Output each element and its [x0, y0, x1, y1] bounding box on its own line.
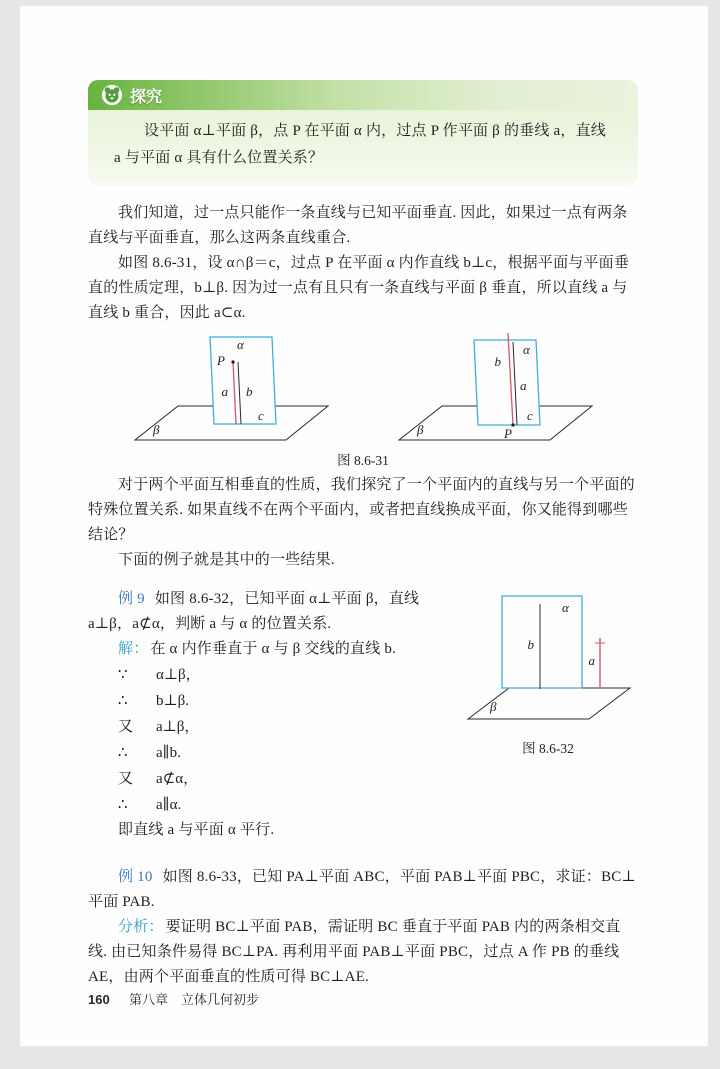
figure-8-6-32-block	[458, 589, 638, 757]
explore-tab-label: 探究	[130, 88, 163, 106]
proof-marker: 又	[118, 719, 134, 735]
page-number: 160	[88, 992, 110, 1007]
label-P: P	[504, 426, 512, 441]
proof-marker: 又	[118, 771, 134, 787]
explore-question: 设平面 α⊥平面 β，点 P 在平面 α 内，过点 P 作平面 β 的垂线 a，直线 a 与平面 α 具有什么位置关系？	[114, 123, 606, 166]
figure-8-6-31-right	[389, 332, 601, 446]
proof-formula: α⊥β，	[156, 667, 201, 683]
paragraph-4: 下面的例子就是其中的一些结果.	[118, 552, 335, 568]
figure-8-6-31-left	[125, 332, 337, 446]
explore-body	[88, 110, 638, 185]
label-c: c	[258, 408, 264, 423]
solution-intro: 在 α 内作垂直于 α 与 β 交线的直线 b.	[150, 641, 397, 657]
proof-formula: a∥α.	[156, 797, 182, 813]
label-b: b	[246, 384, 253, 399]
example-10-analysis	[88, 915, 638, 990]
solution-label: 解：	[118, 641, 149, 657]
example-10-statement	[88, 865, 638, 915]
label-b: b	[494, 354, 501, 369]
panda-icon	[101, 84, 123, 106]
figure-8-6-31-caption: 图 8.6-31	[337, 453, 389, 468]
example-10-text: 如图 8.6-33，已知 PA⊥平面 ABC，平面 PAB⊥平面 PBC，求证：BC⊥平面 PAB.	[88, 869, 636, 910]
page-footer	[88, 989, 259, 1008]
figure-8-6-32-caption: 图 8.6-32	[522, 741, 574, 756]
analysis-text: 要证明 BC⊥平面 PAB，需证明 BC 垂直于平面 PAB 内的两条相交直线. 由已知条件易得 BC⊥PA. 再利用平面 PAB⊥平面 PBC，过点 A 作 PB 的垂线 AE，由两个平面垂直的性质可得 BC⊥AE.	[88, 919, 621, 985]
figure-8-6-31	[88, 332, 638, 469]
proof-step	[88, 792, 638, 818]
label-alpha: α	[562, 600, 569, 615]
example-9-text: 如图 8.6-32，已知平面 α⊥平面 β，直线 a⊥β，a⊄α，判断 a 与 α 的位置关系.	[88, 591, 420, 632]
proof-formula: a⊄α，	[156, 771, 199, 787]
label-b: b	[527, 637, 534, 652]
label-beta: β	[153, 422, 160, 437]
label-alpha: α	[523, 342, 530, 357]
explore-header	[88, 80, 638, 110]
label-a: a	[221, 384, 228, 399]
proof-marker: ∴	[118, 797, 128, 813]
proof-marker: ∴	[118, 693, 128, 709]
label-beta: β	[417, 422, 424, 437]
proof-formula: a⊥β，	[156, 719, 200, 735]
label-a: a	[588, 653, 595, 668]
label-alpha: α	[237, 337, 244, 352]
paragraph-3: 对于两个平面互相垂直的性质，我们探究了一个平面内的直线与另一个平面的特殊位置关系. 如果直线不在两个平面内，或者把直线换成平面，你又能得到哪些结论？	[88, 477, 635, 543]
label-a: a	[520, 378, 527, 393]
textbook-page	[20, 6, 708, 1046]
example-10-label: 例 10	[118, 869, 153, 885]
page-content	[20, 80, 708, 990]
paragraph-2: 如图 8.6-31，设 α∩β＝c，过点 P 在平面 α 内作直线 b⊥c，根据平面与平面垂直的性质定理，b⊥β. 因为过一点有且只有一条直线与平面 β 垂直，所以直线 a 与直线 b 重合，因此 a⊂α.	[88, 255, 630, 321]
label-c: c	[527, 408, 533, 423]
label-beta: β	[490, 699, 497, 714]
example-9-conclusion: 即直线 a 与平面 α 平行.	[118, 822, 275, 838]
proof-marker: ∵	[118, 667, 128, 683]
analysis-label: 分析：	[118, 919, 164, 935]
proof-formula: a∥b.	[156, 745, 181, 761]
example-9	[88, 587, 638, 843]
proof-marker: ∴	[118, 745, 128, 761]
proof-step	[88, 766, 638, 792]
paragraph-1: 我们知道，过一点只能作一条直线与已知平面垂直. 因此，如果过一点有两条直线与平面垂直，那么这两条直线重合.	[88, 205, 628, 246]
example-10	[88, 865, 638, 990]
figure-8-6-32	[460, 589, 636, 729]
figure-8-6-31-row	[88, 332, 638, 446]
chapter-title: 第八章 立体几何初步	[128, 992, 259, 1007]
proof-formula: b⊥β.	[156, 693, 189, 709]
label-P: P	[217, 353, 225, 368]
example-9-label: 例 9	[118, 591, 145, 607]
explore-box	[88, 80, 638, 185]
